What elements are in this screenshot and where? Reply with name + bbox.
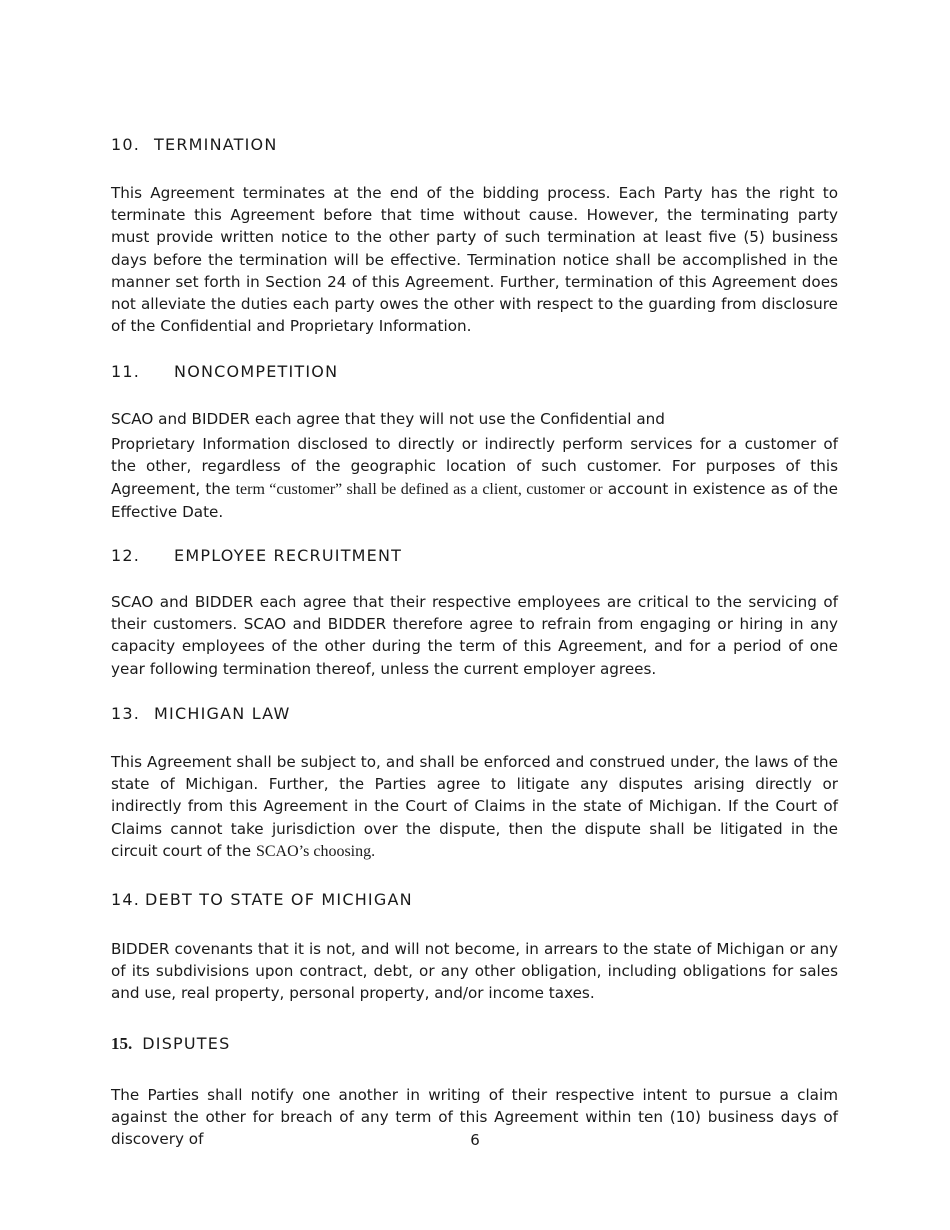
page-number: 6 [470,1131,480,1149]
section-number: 15. [111,1034,133,1053]
section-title: DISPUTES [142,1034,231,1053]
section-title: TERMINATION [154,135,278,154]
body-text-serif: SCAO’s choosing. [255,842,376,860]
section-body-12: SCAO and BIDDER each agree that their respective employees are critical to the servicing of their customers. SCAO and BIDDER therefore agree to refrain from engaging or hiring in any capacity employees of the other during the term of this Agreement, and for a period of one year following termination thereof, unless the current employer agrees. [111,593,838,678]
section-body-14: BIDDER covenants that it is not, and will not become, in arrears to the state of Michigan or any of its subdivisions upon contract, debt, or any other obligation, including obligations for sales and use, real property, personal property, and/or income taxes. [111,940,838,1003]
section-number: 11. [111,362,141,381]
section-title: NONCOMPETITION [174,362,339,381]
section-body-11 [111,408,838,523]
section-body-15: The Parties shall notify one another in writing of their respective intent to pursue a claim against the other for breach of any term of this Agreement within ten (10) business days of discovery of [111,1086,838,1149]
section-title: DEBT TO STATE OF MICHIGAN [145,890,413,909]
section-heading-12 [111,546,402,565]
section-title: EMPLOYEE RECRUITMENT [174,546,403,565]
section-body-10: This Agreement terminates at the end of the bidding process. Each Party has the right to terminate this Agreement before that time without cause. However, the terminating party must provide written notice to the other party of such termination at least five (5) business days before the termination will be effective. Termination notice shall be accomplished in the manner set forth in Section 24 of this Agreement. Further, termination of this Agreement does not alleviate the duties each party owes the other with respect to the guarding from disclosure of the Confidential and Proprietary Information. [111,184,838,336]
section-body-rest [111,433,838,523]
section-heading-15 [111,1034,230,1054]
section-title: MICHIGAN LAW [154,704,291,723]
section-body-13 [111,751,838,863]
section-heading-14 [111,890,413,909]
body-text: Proprietary Information disclosed to directly or indirectly perform services for a customer of the other, regardless of the geographic location of such customer. For purposes of this Agreement, the [111,435,838,498]
section-number: 10. [111,135,141,154]
section-number: 12. [111,546,141,565]
section-number: 14. [111,890,141,909]
section-body-first-line: SCAO and BIDDER each agree that they will not use the Confidential and [111,410,665,428]
body-text-serif: term “customer” shall be defined as a client, customer or [235,480,603,498]
body-text: This Agreement shall be subject to, and shall be enforced and construed under, the laws of the state of Michigan. Further, the Parties agree to litigate any disputes arising directly or indirectly from this Agreement in the Court of Claims in the state of Michigan. If the Court of Claims cannot take jurisdiction over the dispute, then the dispute shall be litigated in the circuit court of the [111,753,838,860]
section-number: 13. [111,704,141,723]
section-heading-10 [111,135,278,154]
body-text: account in existence as of the Effective Date. [111,479,838,521]
section-heading-11 [111,362,338,381]
section-heading-13 [111,704,290,723]
